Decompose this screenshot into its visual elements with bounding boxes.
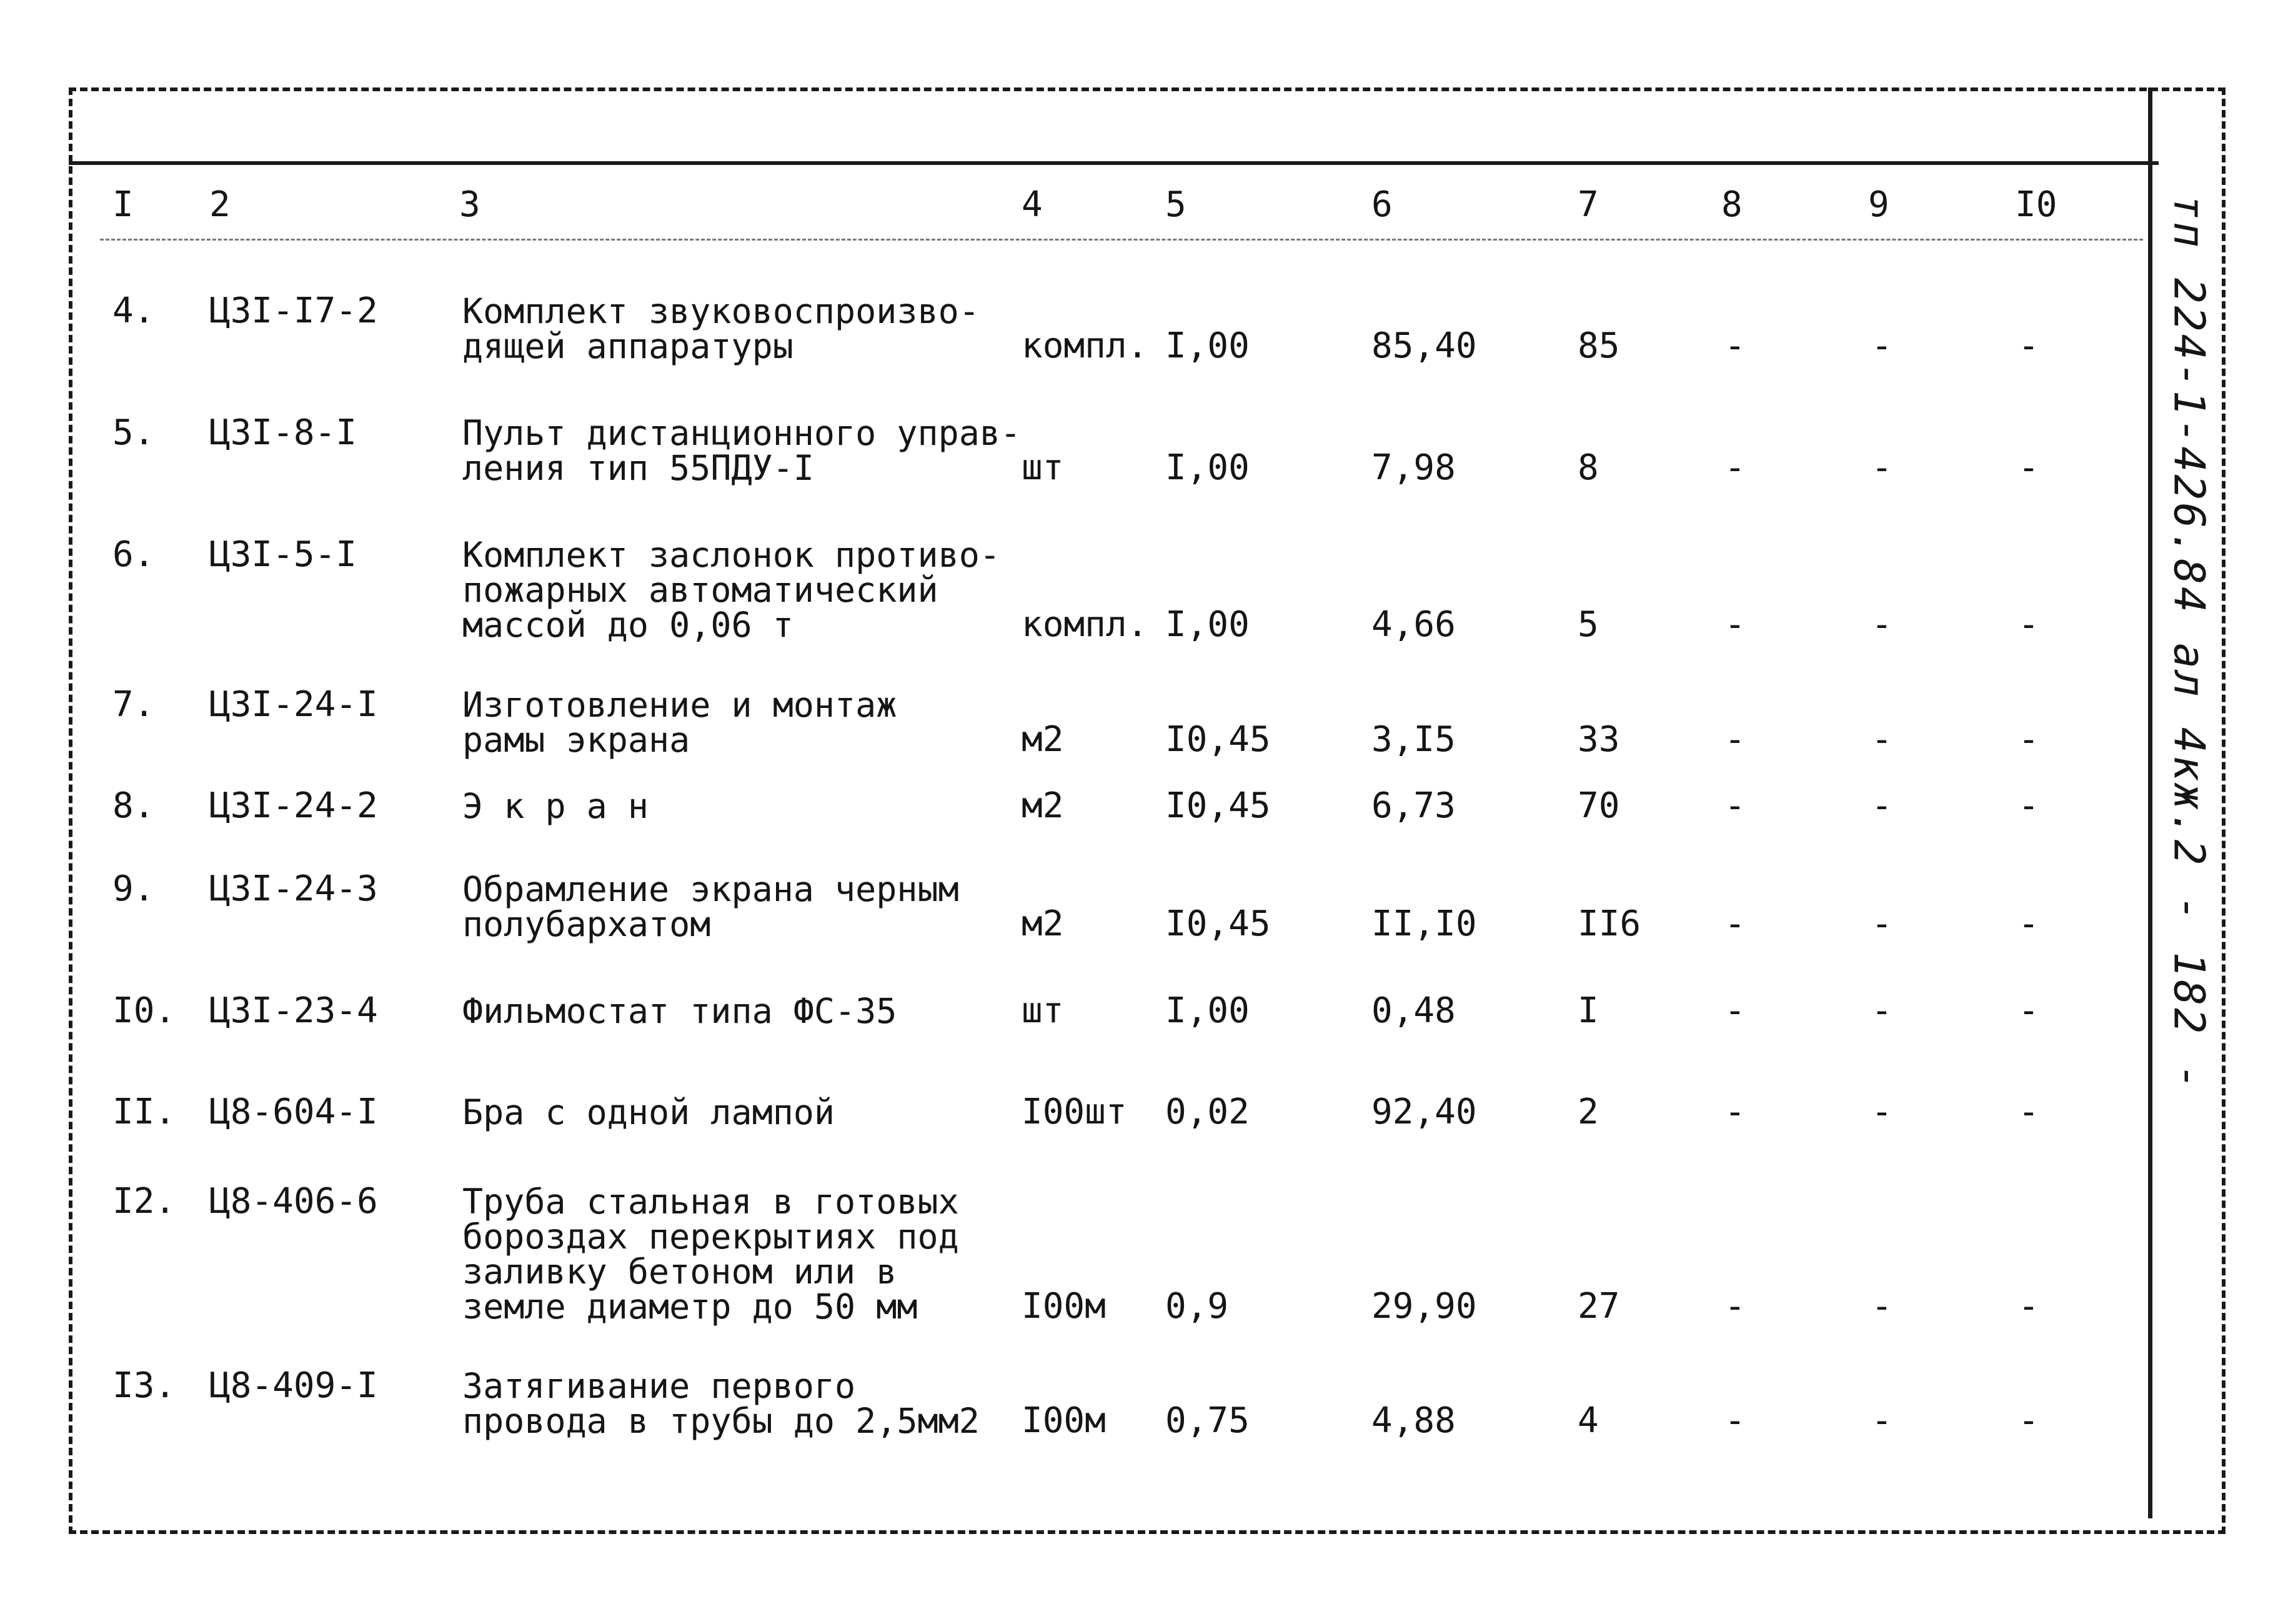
total-cost: II6 (1578, 904, 1641, 944)
unit: I00м (1022, 1400, 1106, 1441)
total-cost: 85 (1578, 326, 1620, 366)
header-rule (69, 161, 2159, 165)
total-cost: 70 (1578, 785, 1620, 826)
column-header-5: 5 (1165, 184, 1186, 225)
price-code: Ц8-604-I (209, 1092, 378, 1132)
quantity: 0,75 (1165, 1400, 1250, 1441)
unit: I00м (1022, 1286, 1106, 1327)
unit-price: 85,40 (1371, 326, 1477, 366)
unit: м2 (1022, 719, 1064, 760)
column-9-value: - (1871, 719, 1893, 760)
unit: I00шт (1022, 1092, 1127, 1132)
price-code: Ц8-409-I (209, 1365, 378, 1406)
quantity: I,00 (1165, 604, 1250, 645)
work-description: Комплект заслонок противо- пожарных автоматический массой до 0,06 т (462, 535, 1000, 645)
column-9-value: - (1871, 1092, 1893, 1132)
column-header-3: 3 (459, 184, 480, 225)
column-9-value: - (1871, 904, 1893, 944)
row-number: 4. (112, 291, 155, 331)
work-description: Бра с одной лампой (462, 1092, 835, 1132)
total-cost: 27 (1578, 1286, 1620, 1327)
quantity: I,00 (1165, 447, 1250, 488)
total-cost: 2 (1578, 1092, 1599, 1132)
unit: компл. (1022, 604, 1148, 645)
unit-price: 7,98 (1371, 447, 1456, 488)
price-code: Ц3I-I7-2 (209, 291, 378, 331)
quantity: 0,02 (1165, 1092, 1250, 1132)
total-cost: 5 (1578, 604, 1599, 645)
row-number: I2. (112, 1181, 176, 1222)
total-cost: I (1578, 990, 1599, 1031)
column-header-2: 2 (209, 184, 231, 225)
quantity: I0,45 (1165, 719, 1271, 760)
column-8-value: - (1724, 1092, 1746, 1132)
column-header-7: 7 (1578, 184, 1599, 225)
column-9-value: - (1871, 785, 1893, 826)
quantity: I,00 (1165, 326, 1250, 366)
unit-price: 4,88 (1371, 1400, 1456, 1441)
work-description: Обрамление экрана черным полубархатом (462, 869, 959, 944)
column-header-4: 4 (1022, 184, 1043, 225)
column-10-value: - (2018, 447, 2039, 488)
column-8-value: - (1724, 785, 1746, 826)
column-9-value: - (1871, 1400, 1893, 1441)
quantity: I0,45 (1165, 904, 1271, 944)
side-document-code (2154, 194, 2223, 1093)
unit: шт (1022, 447, 1064, 488)
column-8-value: - (1724, 904, 1746, 944)
column-header-10: I0 (2015, 184, 2057, 225)
column-10-value: - (2018, 1286, 2039, 1327)
row-number: 6. (112, 534, 155, 575)
column-8-value: - (1724, 719, 1746, 760)
column-header-rule (100, 239, 2143, 241)
price-code: Ц3I-5-I (209, 534, 357, 575)
column-header-6: 6 (1371, 184, 1393, 225)
column-8-value: - (1724, 1400, 1746, 1441)
column-10-value: - (2018, 904, 2039, 944)
column-8-value: - (1724, 1286, 1746, 1327)
column-10-value: - (2018, 785, 2039, 826)
column-10-value: - (2018, 326, 2039, 366)
unit-price: 4,66 (1371, 604, 1456, 645)
unit: м2 (1022, 904, 1064, 944)
column-header-8: 8 (1721, 184, 1743, 225)
column-9-value: - (1871, 447, 1893, 488)
column-header-1: I (112, 184, 134, 225)
unit: шт (1022, 990, 1064, 1031)
price-code: Ц8-406-6 (209, 1181, 378, 1222)
quantity: 0,9 (1165, 1286, 1229, 1327)
column-9-value: - (1871, 326, 1893, 366)
price-code: Ц3I-24-2 (209, 785, 378, 826)
work-description: Труба стальная в готовых бороздах перекрытиях под заливку бетоном или в земле диаметр до 50 мм (462, 1182, 959, 1327)
work-description: Фильмостат типа ФС-35 (462, 991, 897, 1031)
unit-price: 3,I5 (1371, 719, 1456, 760)
price-code: Ц3I-8-I (209, 412, 357, 453)
work-description: Пульт дистанционного управ- ления тип 55ПДУ-I (462, 413, 1022, 488)
column-9-value: - (1871, 1286, 1893, 1327)
column-10-value: - (2018, 990, 2039, 1031)
column-8-value: - (1724, 990, 1746, 1031)
row-number: 8. (112, 785, 155, 826)
side-margin-rule (2148, 87, 2152, 1518)
unit-price: 6,73 (1371, 785, 1456, 826)
price-code: Ц3I-23-4 (209, 990, 378, 1031)
column-10-value: - (2018, 719, 2039, 760)
column-9-value: - (1871, 990, 1893, 1031)
dashed-frame (69, 87, 2226, 1534)
unit-price: 0,48 (1371, 990, 1456, 1031)
price-code: Ц3I-24-I (209, 684, 378, 725)
column-8-value: - (1724, 447, 1746, 488)
quantity: I,00 (1165, 990, 1250, 1031)
column-10-value: - (2018, 604, 2039, 645)
row-number: 7. (112, 684, 155, 725)
row-number: I3. (112, 1365, 176, 1406)
row-number: 9. (112, 869, 155, 909)
total-cost: 4 (1578, 1400, 1599, 1441)
work-description: Изготовление и монтаж рамы экрана (462, 685, 897, 760)
row-number: I0. (112, 990, 176, 1031)
work-description: Комплект звуковоспроизво- дящей аппаратуры (462, 291, 980, 366)
quantity: I0,45 (1165, 785, 1271, 826)
unit-price: 92,40 (1371, 1092, 1477, 1132)
column-8-value: - (1724, 604, 1746, 645)
work-description: Затягивание первого провода в трубы до 2,5мм2 (462, 1366, 980, 1441)
unit: м2 (1022, 785, 1064, 826)
total-cost: 33 (1578, 719, 1620, 760)
total-cost: 8 (1578, 447, 1599, 488)
unit-price: II,I0 (1371, 904, 1477, 944)
column-10-value: - (2018, 1400, 2039, 1441)
unit: компл. (1022, 326, 1148, 366)
price-code: Ц3I-24-3 (209, 869, 378, 909)
side-code-text: тп 224-1-426.84 ал 4кж.2 - 182 - (2164, 194, 2214, 1093)
column-header-9: 9 (1868, 184, 1889, 225)
work-description: Э к р а н (462, 786, 649, 826)
row-number: II. (112, 1092, 176, 1132)
unit-price: 29,90 (1371, 1286, 1477, 1327)
column-10-value: - (2018, 1092, 2039, 1132)
column-9-value: - (1871, 604, 1893, 645)
column-8-value: - (1724, 326, 1746, 366)
row-number: 5. (112, 412, 155, 453)
